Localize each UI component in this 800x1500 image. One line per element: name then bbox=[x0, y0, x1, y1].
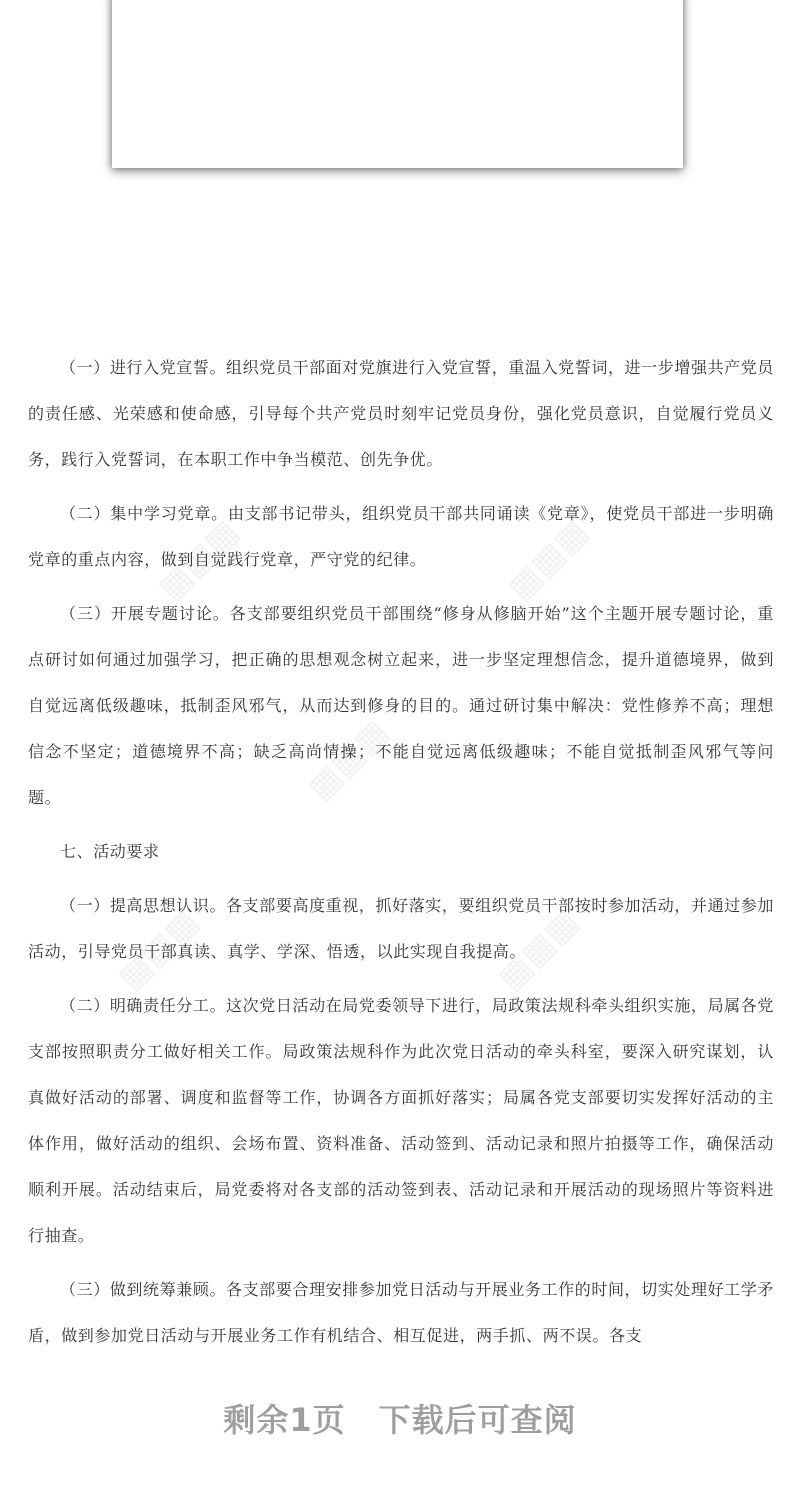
watermark-mark: ▦▦▦ bbox=[149, 511, 247, 609]
paragraph-requirement-3: （三）做到统筹兼顾。各支部要合理安排参加党日活动与开展业务工作的时间，切实处理好工学矛盾，做到参加党日活动与开展业务工作有机结合、相互促进，两手抓、两不误。各支 bbox=[28, 1280, 774, 1345]
watermark-mark: ▦▦▦ bbox=[499, 511, 597, 609]
paragraph-requirement-2: （二）明确责任分工。这次党日活动在局党委领导下进行，局政策法规科牵头组织实施，局属各党支部按照职责分工做好相关工作。局政策法规科作为此次党日活动的牵头科室，要深入研究谋划，认真做好活动的部署、调度和监督等工作，协调各方面抓好落实；局属各党支部要切实发挥好活动的主体作用，做好活动的组织、会场布置、资料准备、活动签到、活动记录和照片拍摄等工作，确保活动顺利开展。活动结束后，局党委将对各支部的活动签到表、活动记录和开展活动的现场照片等资料进行抽查。 bbox=[28, 996, 774, 1245]
download-to-read-more-button[interactable]: 剩余1页 下载后可查阅 bbox=[223, 1401, 577, 1439]
paragraph-discussion: （三）开展专题讨论。各支部要组织党员干部围绕“修身从修脑开始”这个主题开展专题讨论，重点研讨如何通过加强学习，把正确的思想观念树立起来，进一步坚定理想信念，提升道德境界，做到自觉远离低级趣味，抵制歪风邪气，从而达到修身的目的。通过研讨集中解决：党性修养不高；理想信念不坚定；道德境界不高；缺乏高尚情操；不能自觉远离低级趣味；不能自觉抵制歪风邪气等问题。 bbox=[28, 604, 774, 807]
previous-page-preview bbox=[112, 0, 683, 168]
watermark-mark: ▦▦▦ bbox=[489, 901, 587, 999]
watermark-mark: ▦▦▦ bbox=[109, 901, 207, 999]
section-heading: 七、活动要求 bbox=[60, 842, 160, 861]
paragraph-oath: （一）进行入党宣誓。组织党员干部面对党旗进行入党宣誓，重温入党誓词，进一步增强共产党员的责任感、光荣感和使命感，引导每个共产党员时刻牢记党员身份，强化党员意识，自觉履行党员义务，践行入党誓词，在本职工作中争当模范、创先争优。 bbox=[28, 358, 774, 469]
paragraph-study-charter: （二）集中学习党章。由支部书记带头，组织党员干部共同诵读《党章》，使党员干部进一步明确党章的重点内容，做到自觉践行党章，严守党的纪律。 bbox=[28, 504, 774, 569]
watermark-mark: ▦▦▦ bbox=[299, 711, 397, 809]
document-body bbox=[28, 345, 774, 1367]
paragraph-requirement-1: （一）提高思想认识。各支部要高度重视，抓好落实，要组织党员干部按时参加活动，并通过参加活动，引导党员干部真读、真学、学深、悟透，以此实现自我提高。 bbox=[28, 896, 774, 961]
